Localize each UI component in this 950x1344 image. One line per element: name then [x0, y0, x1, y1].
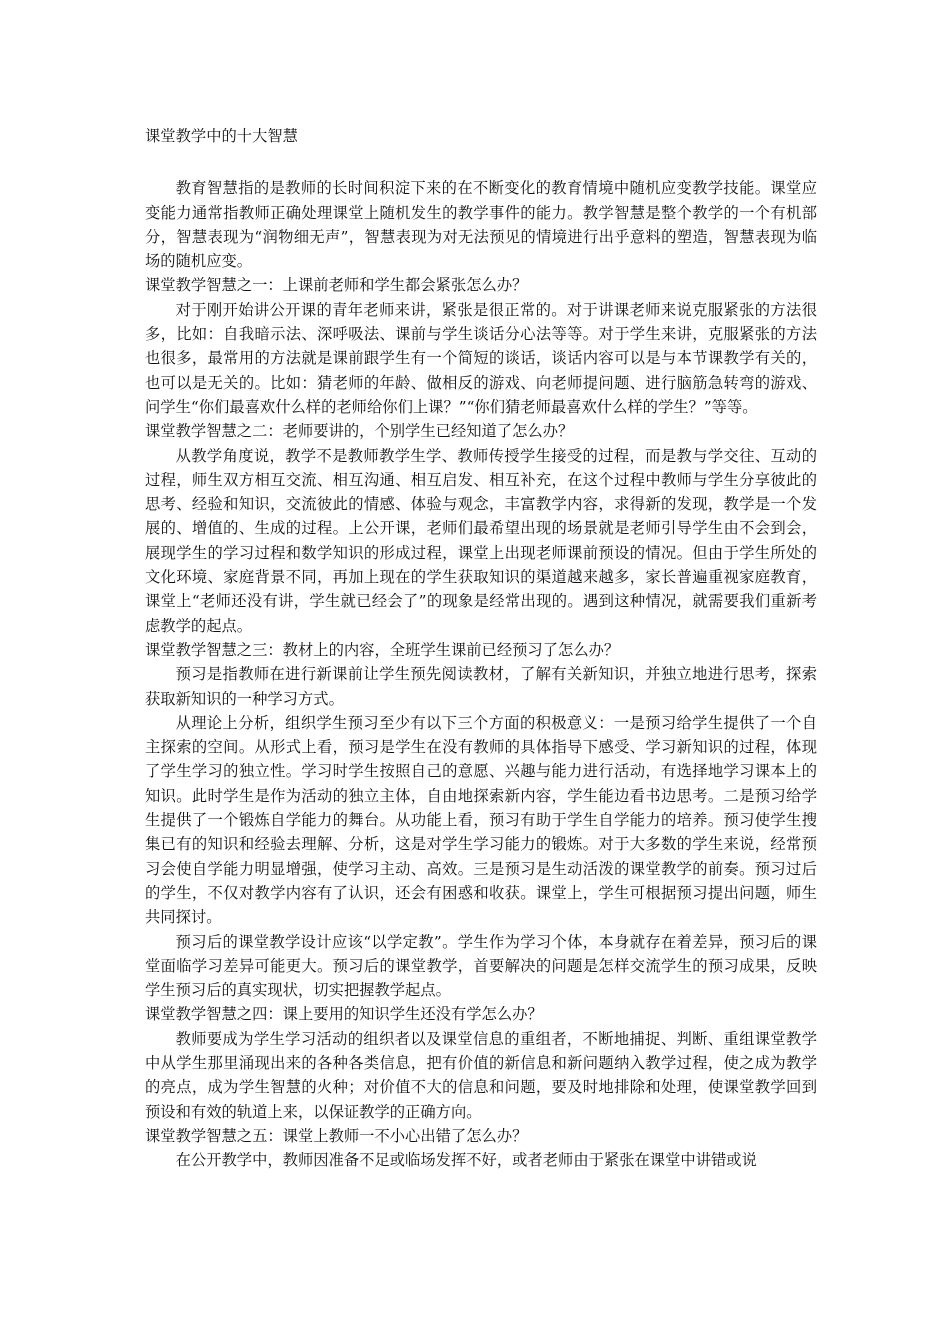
- section-heading-3: 课堂教学智慧之三：教材上的内容，全班学生课前已经预习了怎么办？: [145, 640, 620, 659]
- section-3-paragraph-3: 预习后的课堂教学设计应该“以学定教”。学生作为学习个体，本身就存在着差异，预习后的课堂面临学习差异可能更大。预习后的课堂教学，首要解决的问题是怎样交流学生的预习成果，反映学生预习后的真实现状，切实把握教学起点。: [145, 932, 817, 1000]
- section-3-paragraph-2: 从理论上分析，组织学生预习至少有以下三个方面的积极意义：一是预习给学生提供了一个自主探索的空间。从形式上看，预习是学生在没有教师的具体指导下感受、学习新知识的过程，体现了学生学习的独立性。学习时学生按照自己的意愿、兴趣与能力进行活动，有选择地学习课本上的知识。此时学生是作为活动的独立主体，自由地探索新内容，学生能边看书边思考。二是预习给学生提供了一个锻炼自学能力的舞台。从功能上看，预习有助于学生自学能力的培养。预习使学生搜集已有的知识和经验去理解、分析，这是对学生学习能力的锻炼。对于大多数的学生来说，经常预习会使自学能力明显增强，使学习主动、高效。三是预习是生动活泼的课堂教学的前奏。预习过后的学生，不仅对教学内容有了认识，还会有困惑和收获。课堂上，学生可根据预习提出问题，师生共同探讨。: [145, 713, 817, 927]
- section-1-paragraph: 对于刚开始讲公开课的青年老师来讲，紧张是很正常的。对于讲课老师来说克服紧张的方法很多，比如：自我暗示法、深呼吸法、课前与学生谈话分心法等等。对于学生来讲，克服紧张的方法也很多，最常用的方法就是课前跟学生有一个简短的谈话，谈话内容可以是与本节课教学有关的，也可以是无关的。比如：猜老师的年龄、做相反的游戏、向老师提问题、进行脑筋急转弯的游戏、问学生“你们最喜欢什么样的老师给你们上课？”“你们猜老师最喜欢什么样的学生？”等等。: [145, 300, 817, 416]
- section-4-paragraph: 教师要成为学生学习活动的组织者以及课堂信息的重组者，不断地捕捉、判断、重组课堂教学中从学生那里涌现出来的各种各类信息，把有价值的新信息和新问题纳入教学过程，使之成为教学的亮点，成为学生智慧的火种；对价值不大的信息和问题，要及时地排除和处理，使课堂教学回到预设和有效的轨道上来，以保证教学的正确方向。: [145, 1029, 817, 1121]
- section-heading-5: 课堂教学智慧之五：课堂上教师一不小心出错了怎么办？: [145, 1126, 528, 1145]
- intro-paragraph: 教育智慧指的是教师的长时间积淀下来的在不断变化的教育情境中随机应变教学技能。课堂应变能力通常指教师正确处理课堂上随机发生的教学事件的能力。教学智慧是整个教学的一个有机部分，智慧表现为“润物细无声”，智慧表现为对无法预见的情境进行出乎意料的塑造，智慧表现为临场的随机应变。: [145, 179, 817, 271]
- section-heading-2: 课堂教学智慧之二：老师要讲的，个别学生已经知道了怎么办？: [145, 422, 574, 441]
- section-5-paragraph: 在公开教学中，教师因准备不足或临场发挥不好，或者老师由于紧张在课堂中讲错或说: [175, 1151, 757, 1170]
- document-page: [145, 124, 817, 1172]
- section-heading-1: 课堂教学智慧之一：上课前老师和学生都会紧张怎么办？: [145, 276, 528, 295]
- section-heading-4: 课堂教学智慧之四：课上要用的知识学生还没有学怎么办？: [145, 1005, 543, 1024]
- section-2-paragraph: 从教学角度说，教学不是教师教学生学、教师传授学生接受的过程，而是教与学交往、互动的过程，师生双方相互交流、相互沟通、相互启发、相互补充，在这个过程中教师与学生分享彼此的思考、经验和知识，交流彼此的情感、体验与观念，丰富教学内容，求得新的发现，教学是一个发展的、增值的、生成的过程。上公开课，老师们最希望出现的场景就是老师引导学生由不会到会，展现学生的学习过程和数学知识的形成过程，课堂上出现老师课前预设的情况。但由于学生所处的文化环境、家庭背景不同，再加上现在的学生获取知识的渠道越来越多，家长普遍重视家庭教育，课堂上“老师还没有讲，学生就已经会了”的现象是经常出现的。遇到这种情况，就需要我们重新考虑教学的起点。: [145, 446, 817, 635]
- section-3-paragraph-1: 预习是指教师在进行新课前让学生预先阅读教材，了解有关新知识，并独立地进行思考，探索获取新知识的一种学习方式。: [145, 665, 817, 708]
- document-title: 课堂教学中的十大智慧: [145, 127, 298, 145]
